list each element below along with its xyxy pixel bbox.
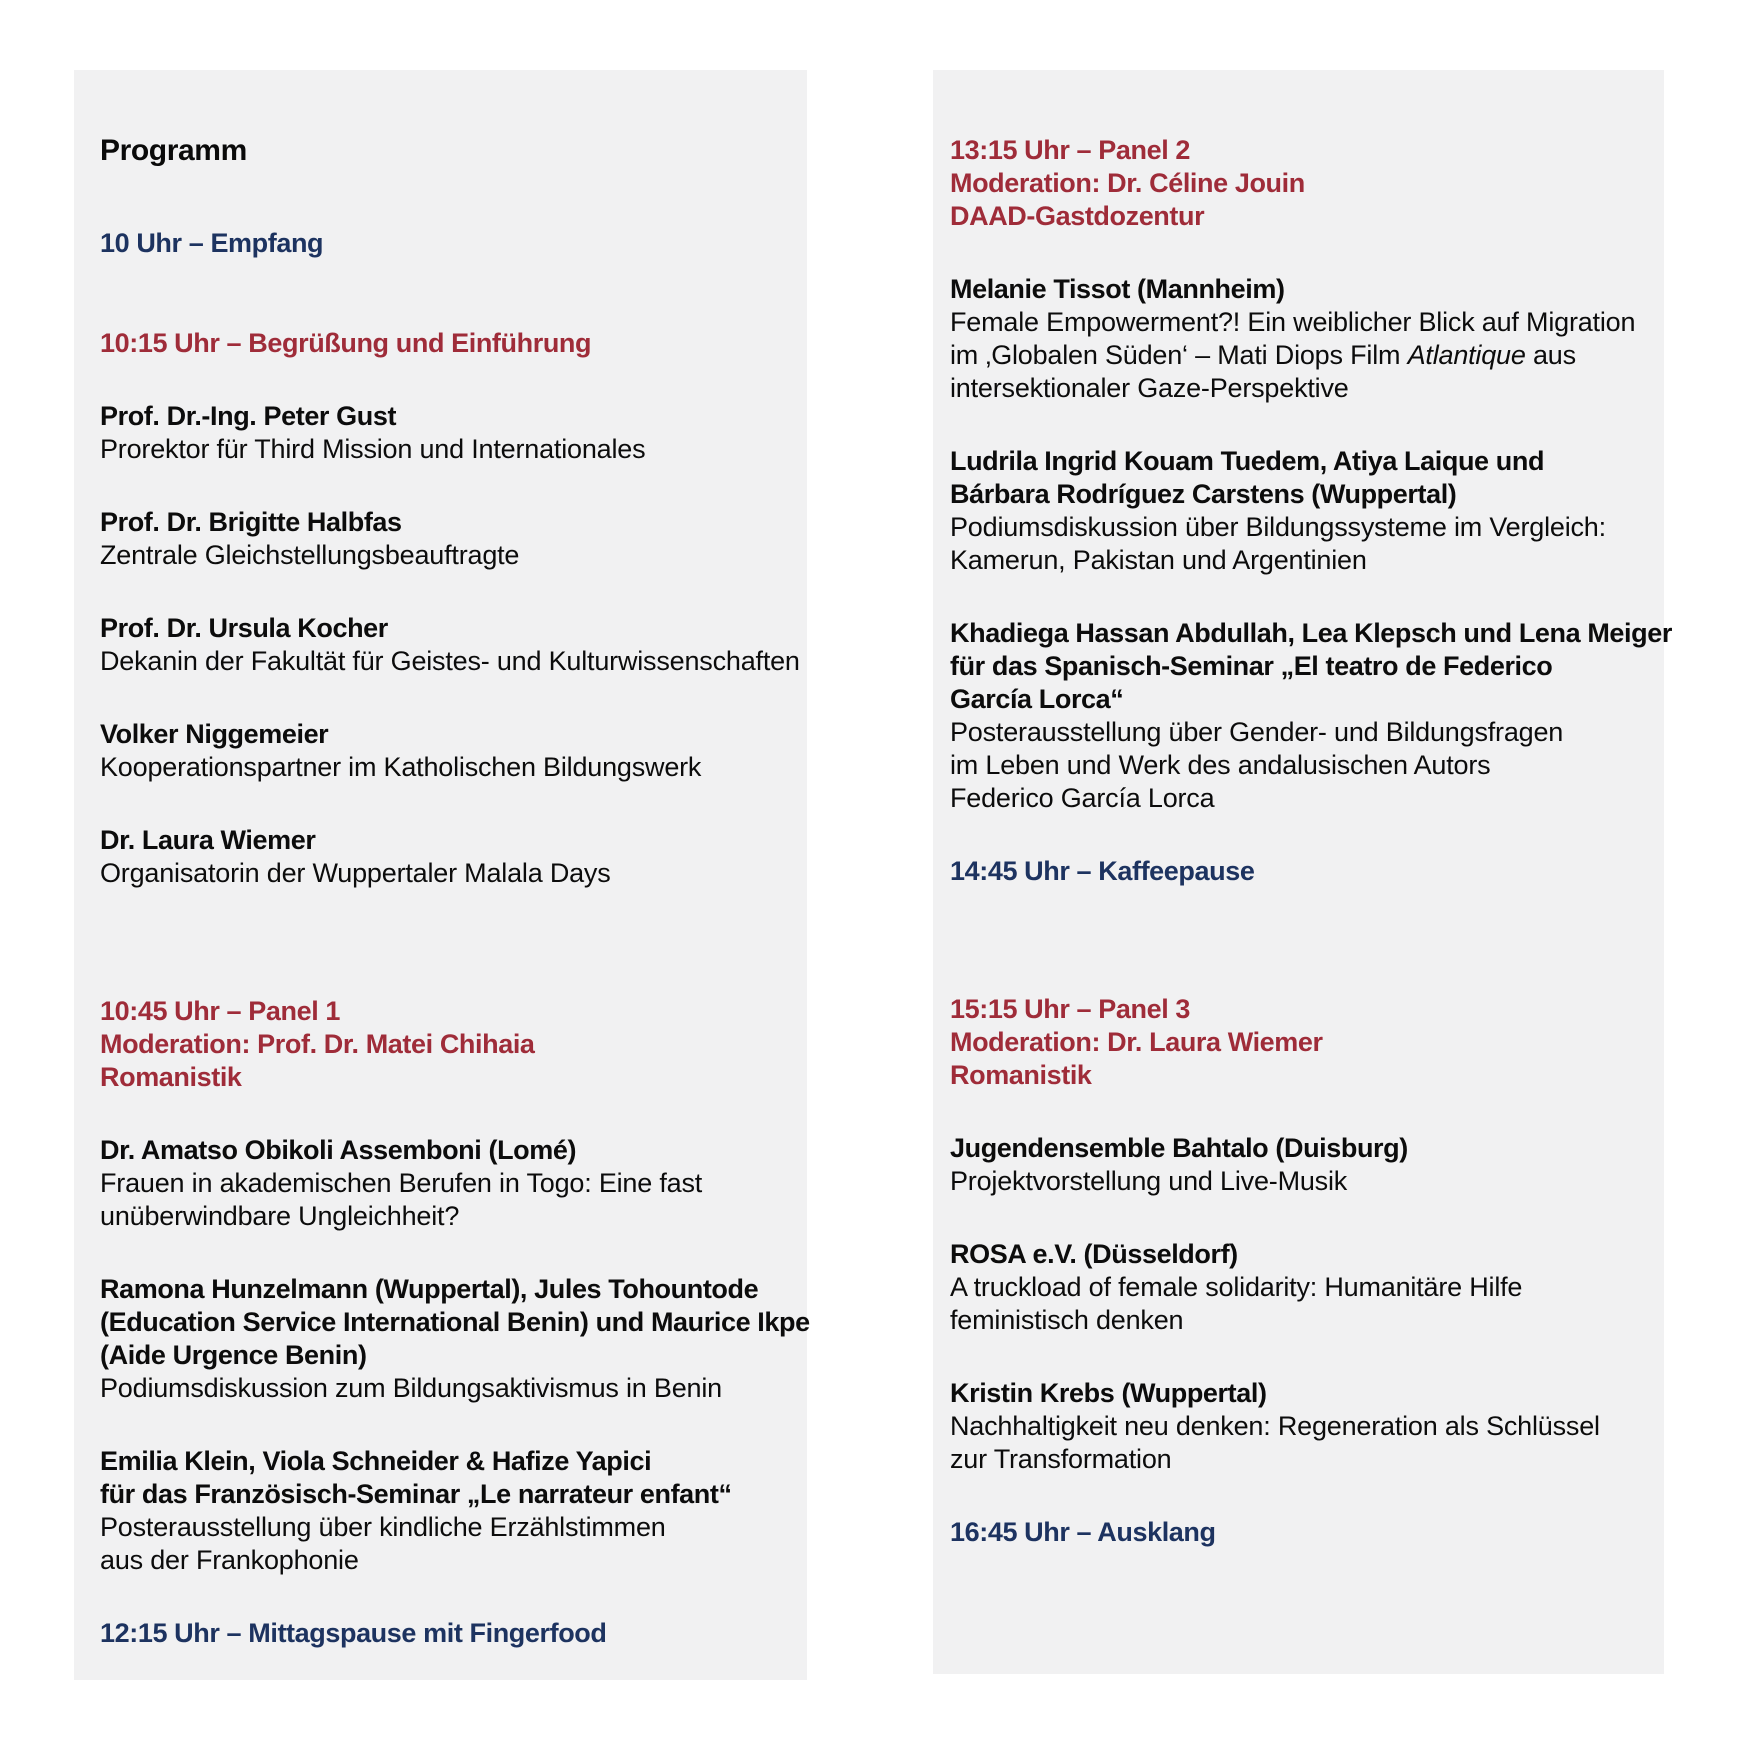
text-segment: DAAD-Gastdozentur — [950, 201, 1205, 231]
text-line — [100, 1273, 807, 1306]
text-segment: Organisatorin der Wuppertaler Malala Days — [100, 858, 611, 888]
text-segment: Prorektor für Third Mission und Internationales — [100, 434, 646, 464]
text-segment: Ludrila Ingrid Kouam Tuedem, Atiya Laique und — [950, 446, 1545, 476]
text-segment: Posterausstellung über Gender- und Bildungsfragen — [950, 717, 1564, 747]
schedule-entry — [100, 400, 807, 466]
text-segment: Moderation: Prof. Dr. Matei Chihaia — [100, 1029, 535, 1059]
text-line — [950, 855, 1664, 888]
text-line — [950, 478, 1664, 511]
text-line — [950, 167, 1664, 200]
text-segment: Kamerun, Pakistan und Argentinien — [950, 545, 1367, 575]
text-segment: ROSA e.V. (Düsseldorf) — [950, 1239, 1238, 1269]
text-line — [100, 1061, 807, 1094]
text-segment: Nachhaltigkeit neu denken: Regeneration als Schlüssel — [950, 1411, 1600, 1441]
text-segment: 10:15 Uhr – Begrüßung und Einführung — [100, 328, 592, 358]
program-column-right — [933, 70, 1672, 1674]
text-line — [100, 1339, 807, 1372]
text-line — [100, 645, 807, 678]
time-heading — [100, 227, 807, 260]
text-segment: feministisch denken — [950, 1305, 1184, 1335]
italic-text-segment: Atlantique — [1407, 340, 1526, 370]
text-line — [950, 1165, 1664, 1198]
text-line — [100, 1028, 807, 1061]
text-segment: Female Empowerment?! Ein weiblicher Blick auf Migration — [950, 307, 1636, 337]
text-segment: Kooperationspartner im Katholischen Bildungswerk — [100, 752, 702, 782]
text-line — [950, 1443, 1664, 1476]
text-line — [100, 751, 807, 784]
text-segment: Dr. Amatso Obikoli Assemboni (Lomé) — [100, 1135, 577, 1165]
text-line — [100, 1372, 807, 1405]
text-segment: Romanistik — [950, 1060, 1092, 1090]
text-line — [950, 1026, 1664, 1059]
text-line — [100, 1306, 810, 1339]
time-heading — [100, 1617, 807, 1650]
text-segment: Projektvorstellung und Live-Musik — [950, 1166, 1348, 1196]
text-segment: 15:15 Uhr – Panel 3 — [950, 994, 1191, 1024]
schedule-entry — [100, 824, 807, 890]
text-line — [950, 993, 1664, 1026]
text-segment: Programm — [100, 134, 247, 167]
text-segment: 10:45 Uhr – Panel 1 — [100, 996, 341, 1026]
schedule-entry — [950, 445, 1664, 577]
text-line — [950, 134, 1664, 167]
text-segment: Volker Niggemeier — [100, 719, 329, 749]
text-segment: 16:45 Uhr – Ausklang — [950, 1517, 1216, 1547]
panel-heading — [100, 995, 807, 1094]
text-line — [100, 1445, 807, 1478]
text-segment: für das Spanisch-Seminar „El teatro de Federico — [950, 651, 1553, 681]
text-segment: Federico García Lorca — [950, 783, 1215, 813]
schedule-entry — [950, 273, 1664, 405]
text-line — [100, 539, 807, 572]
text-segment: A truckload of female solidarity: Humanitäre Hilfe — [950, 1272, 1523, 1302]
schedule-entry — [950, 1238, 1664, 1337]
text-segment: Kristin Krebs (Wuppertal) — [950, 1378, 1267, 1408]
panel-heading — [950, 134, 1664, 233]
text-segment: Bárbara Rodríguez Carstens (Wuppertal) — [950, 479, 1457, 509]
text-segment: zur Transformation — [950, 1444, 1172, 1474]
text-line — [950, 445, 1664, 478]
schedule-entry — [100, 1445, 807, 1577]
text-segment: Zentrale Gleichstellungsbeauftragte — [100, 540, 520, 570]
text-segment: 13:15 Uhr – Panel 2 — [950, 135, 1191, 165]
text-segment: Prof. Dr. Brigitte Halbfas — [100, 507, 402, 537]
text-line — [100, 1511, 807, 1544]
text-line — [100, 1544, 807, 1577]
text-segment: Melanie Tissot (Mannheim) — [950, 274, 1285, 304]
text-line — [950, 1304, 1664, 1337]
text-segment: 10 Uhr – Empfang — [100, 228, 324, 258]
text-line — [100, 1478, 807, 1511]
text-segment: 14:45 Uhr – Kaffeepause — [950, 856, 1255, 886]
panel-heading — [100, 327, 807, 360]
text-line — [100, 327, 807, 360]
text-line — [950, 1516, 1664, 1549]
text-line — [100, 718, 807, 751]
text-line — [100, 1200, 807, 1233]
text-line — [100, 1617, 807, 1650]
text-line — [950, 716, 1664, 749]
text-segment: Dekanin der Fakultät für Geistes- und Kulturwissenschaften — [100, 646, 800, 676]
text-line — [950, 1410, 1664, 1443]
text-segment: unüberwindbare Ungleichheit? — [100, 1201, 460, 1231]
schedule-entry — [100, 506, 807, 572]
time-heading — [950, 855, 1664, 888]
text-segment: Dr. Laura Wiemer — [100, 825, 316, 855]
program-column-left — [74, 70, 810, 1680]
text-line — [100, 1134, 807, 1167]
text-segment: Posterausstellung über kindliche Erzählstimmen — [100, 1512, 666, 1542]
text-line — [950, 544, 1664, 577]
text-segment: aus der Frankophonie — [100, 1545, 359, 1575]
text-segment: (Education Service International Benin) und Maurice Ikpe — [100, 1307, 810, 1337]
text-segment: für das Französisch-Seminar „Le narrateur enfant“ — [100, 1479, 732, 1509]
time-heading — [950, 1516, 1664, 1549]
text-line — [950, 1132, 1664, 1165]
schedule-entry — [100, 1134, 807, 1233]
text-line — [100, 612, 807, 645]
text-line — [950, 339, 1664, 372]
text-segment: Emilia Klein, Viola Schneider & Hafize Yapici — [100, 1446, 652, 1476]
schedule-entry — [950, 1132, 1664, 1198]
text-line — [950, 306, 1664, 339]
text-line — [950, 372, 1664, 405]
text-segment: (Aide Urgence Benin) — [100, 1340, 367, 1370]
text-segment: Podiumsdiskussion zum Bildungsaktivismus in Benin — [100, 1373, 722, 1403]
text-line — [950, 683, 1664, 716]
text-line — [950, 782, 1664, 815]
text-segment: im Leben und Werk des andalusischen Autors — [950, 750, 1491, 780]
panel-heading — [950, 993, 1664, 1092]
text-line — [100, 400, 807, 433]
text-segment: Khadiega Hassan Abdullah, Lea Klepsch und Lena Meiger — [950, 618, 1672, 648]
text-segment: im ‚Globalen Süden‘ – Mati Diops Film — [950, 340, 1408, 370]
text-segment: Prof. Dr.-Ing. Peter Gust — [100, 401, 397, 431]
text-line — [950, 1377, 1664, 1410]
text-segment: aus — [1525, 340, 1576, 370]
text-line — [100, 1167, 807, 1200]
schedule-entry — [950, 617, 1672, 815]
text-line — [950, 1238, 1664, 1271]
text-line — [950, 749, 1664, 782]
text-segment: 12:15 Uhr – Mittagspause mit Fingerfood — [100, 1618, 607, 1648]
text-line — [100, 134, 807, 167]
text-segment: García Lorca“ — [950, 684, 1124, 714]
text-line — [950, 1059, 1664, 1092]
text-line — [950, 1271, 1664, 1304]
text-line — [100, 227, 807, 260]
text-line — [950, 273, 1664, 306]
text-line — [950, 200, 1664, 233]
text-segment: Frauen in akademischen Berufen in Togo: Eine fast — [100, 1168, 703, 1198]
text-segment: Podiumsdiskussion über Bildungssysteme im Vergleich: — [950, 512, 1606, 542]
text-segment: Moderation: Dr. Céline Jouin — [950, 168, 1305, 198]
text-line — [100, 506, 807, 539]
text-line — [100, 857, 807, 890]
text-segment: Prof. Dr. Ursula Kocher — [100, 613, 388, 643]
text-segment: Romanistik — [100, 1062, 242, 1092]
schedule-entry — [100, 718, 807, 784]
document-title — [100, 134, 807, 167]
text-line — [950, 511, 1664, 544]
text-segment: intersektionaler Gaze-Perspektive — [950, 373, 1349, 403]
text-segment: Moderation: Dr. Laura Wiemer — [950, 1027, 1323, 1057]
text-segment: Jugendensemble Bahtalo (Duisburg) — [950, 1133, 1408, 1163]
text-line — [950, 617, 1672, 650]
text-line — [100, 824, 807, 857]
text-segment: Ramona Hunzelmann (Wuppertal), Jules Tohountode — [100, 1274, 759, 1304]
text-line — [100, 433, 807, 466]
schedule-entry — [100, 612, 807, 678]
schedule-entry — [950, 1377, 1664, 1476]
text-line — [100, 995, 807, 1028]
schedule-entry — [100, 1273, 810, 1405]
text-line — [950, 650, 1664, 683]
